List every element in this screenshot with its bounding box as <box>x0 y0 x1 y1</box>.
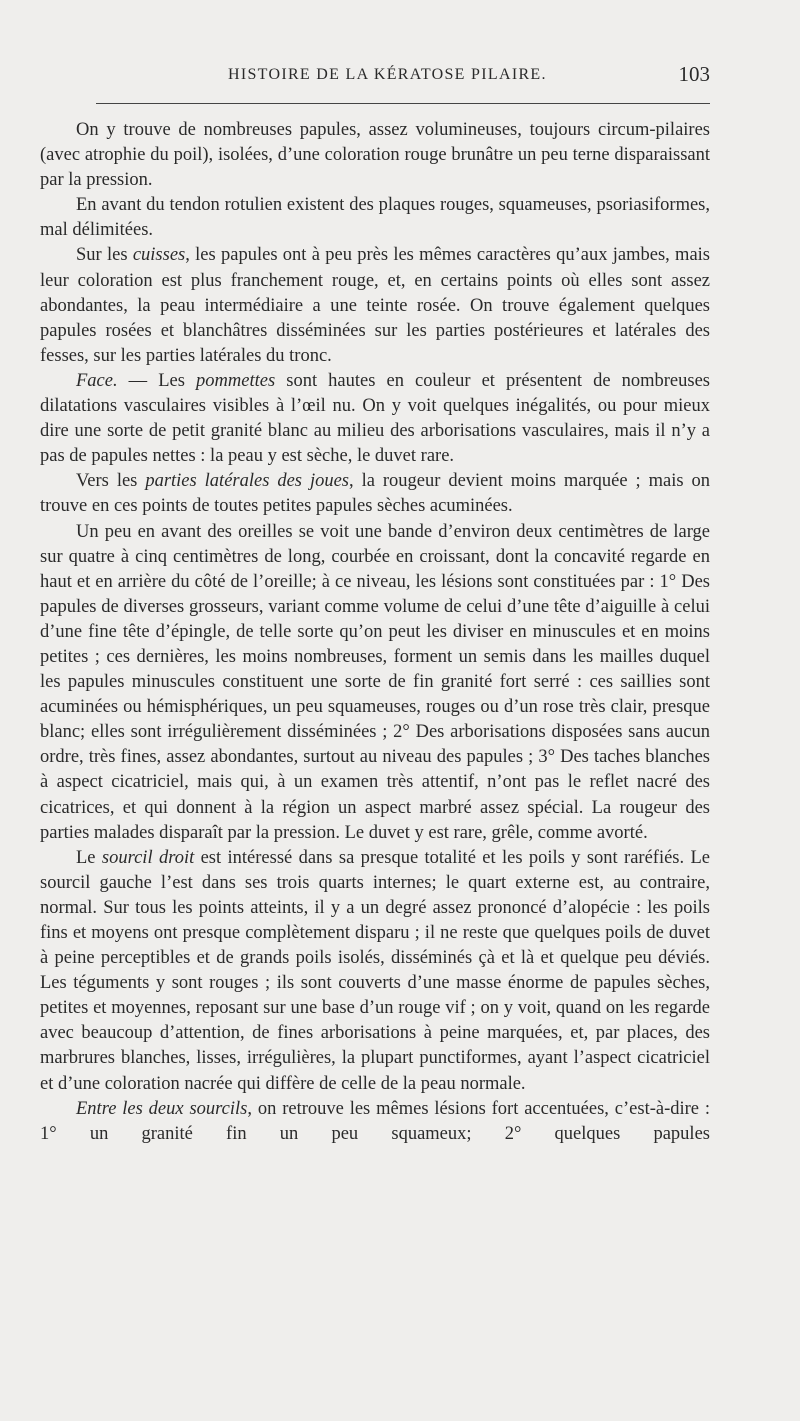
page-number: 103 <box>678 62 710 86</box>
italic-term: pommettes <box>196 370 276 391</box>
paragraph: On y trouve de nombreuses papules, assez volumineuses, toujours circum-pilaires (avec atrophie du poil), isolées, d’une coloration rouge brunâtre un peu terne disparaissant par la pression. <box>40 120 710 191</box>
paragraph: En avant du tendon rotulien existent des plaques rouges, squameuses, psoriasiformes, mal délimitées. <box>40 195 710 241</box>
body-text <box>40 118 710 1147</box>
page-header <box>96 62 710 92</box>
paragraph: Vers les parties latérales des joues, la rougeur devient moins marquée ; mais on trouve en ces points de toutes petites papules sèches acuminées. <box>40 471 710 517</box>
running-title: HISTOIRE DE LA KÉRATOSE PILAIRE. <box>228 66 547 83</box>
italic-term: cuisses <box>132 245 186 266</box>
paragraph: Entre les deux sourcils, on retrouve les mêmes lésions fort accentuées, c’est-à-dire : 1° un granité fin un peu squameux; 2° quelques papules <box>40 1098 710 1144</box>
italic-term: parties latérales des joues <box>145 471 349 492</box>
paragraph: Le sourcil droit est intéressé dans sa presque totalité et les poils y sont raréfiés. Le sourcil gauche l’est dans ses trois quarts internes; le quart externe est, au contraire, normal. Sur tous les points atteints, il y a un degré assez prononcé d’alopécie : les poils fins et moyens ont presque complètement disparu ; il ne reste que quelques poils de duvet à peine perceptibles et de grands poils isolés, disséminés çà et là et quelque peu déviés. Les téguments y sont rouges ; ils sont couverts d’une masse énorme de papules sèches, petites et moyennes, reposant sur une base d’un rouge vif ; on y voit, quand on les regarde avec beaucoup d’attention, de fines arborisations à peine marquées, et, par places, des marbrures blanches, lisses, irrégulières, la plupart punctiformes, ayant l’aspect cicatriciel et d’une coloration nacrée qui diffère de celle de la peau normale. <box>40 847 710 1094</box>
paragraph: Un peu en avant des oreilles se voit une bande d’environ deux centimètres de large sur quatre à cinq centimètres de long, courbée en croissant, dont la concavité regarde en haut et en arrière du côté de l’oreille; à ce niveau, les lésions sont constituées par : 1° Des papules de diverses grosseurs, variant comme volume de celui d’une tête d’aiguille à celui d’une fine tête d’épingle, de telle sorte qu’on peut les diviser en minuscules et en moins petites ; ces dernières, les moins nombreuses, forment un semis dans les mailles duquel les papules minuscules constituent une sorte de fin granité fort serré : ces saillies sont acuminées ou hémisphériques, un peu squameuses, rouges ou d’un rose très clair, presque blanc; elles sont irrégulièrement disséminées ; 2° Des arborisations disposées sans aucun ordre, très fines, assez abondantes, surtout au niveau des papules ; 3° Des taches blanches à aspect cicatriciel, mais qui, à un examen très attentif, n’ont pas le reflet nacré des cicatrices, et qui donnent à la région un aspect marbré assez spécial. La rougeur des parties malades disparaît par la pression. Le duvet y est rare, grêle, comme avorté. <box>40 521 710 843</box>
italic-term: Entre les deux sourcils <box>76 1098 248 1119</box>
paragraph: Face. — Les pommettes sont hautes en couleur et présentent de nombreuses dilatations vasculaires visibles à l’œil nu. On y voit quelques inégalités, ou pour mieux dire une sorte de petit granité blanc au milieu des arborisations vasculaires, mais il n’y a pas de papules nettes : la peau y est sèche, le duvet rare. <box>40 370 710 467</box>
italic-term: sourcil droit <box>101 847 195 868</box>
header-rule <box>96 103 710 104</box>
section-label: Face. <box>76 370 118 391</box>
paragraph: Sur les cuisses, les papules ont à peu près les mêmes caractères qu’aux jambes, mais leur coloration est plus franchement rouge, et, en certains points où elles sont assez abondantes, la peau intermédiaire a une teinte rosée. On trouve également quelques papules rosées et blanchâtres disséminées sur les parties postérieures et latérales des fesses, sur les parties latérales du tronc. <box>40 245 710 366</box>
